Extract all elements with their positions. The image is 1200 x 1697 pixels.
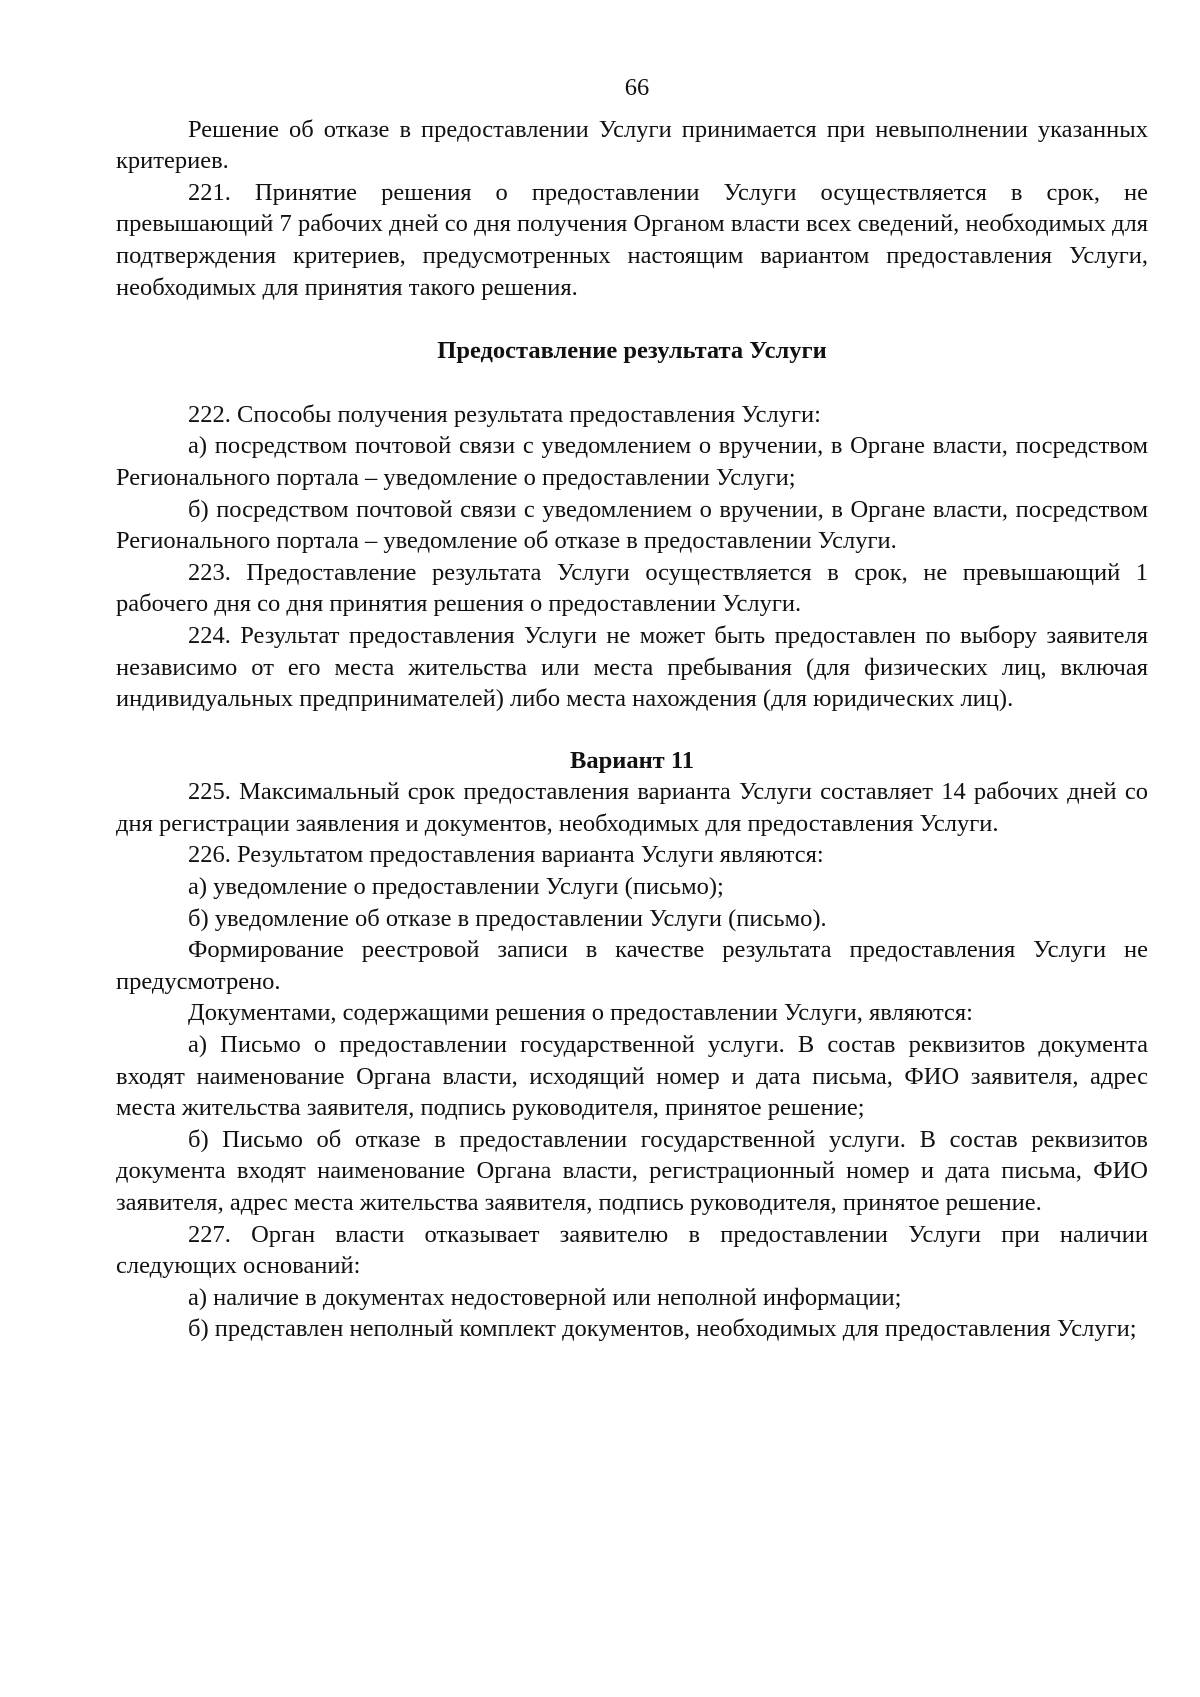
paragraph-225: 225. Максимальный срок предоставления варианта Услуги составляет 14 рабочих дней со дня регистрации заявления и документов, необходимых для предоставления Услуги. — [116, 778, 1148, 837]
paragraph-refusal-decision: Решение об отказе в предоставлении Услуги принимается при невыполнении указанных критериев. — [116, 115, 1148, 175]
paragraph-222: 222. Способы получения результата предоставления Услуги: — [188, 400, 821, 428]
paragraph-221: 221. Принятие решения о предоставлении Услуги осуществляется в срок, не превышающий 7 рабочих дней со дня получения Органом власти всех сведений, необходимых для подтверждения критериев, предусмотренных настоящим вариантом предоставления Услуги, необходимых для принятия такого решения. — [116, 178, 1148, 301]
paragraph-documents-a: а) Письмо о предоставлении государственной услуги. В состав реквизитов документа входят наименование Органа власти, исходящий номер и дата письма, ФИО заявителя, адрес места жительства заявителя, подпись руководителя, принятое решение; — [116, 1031, 1148, 1122]
paragraph-222-b: б) посредством почтовой связи с уведомлением о вручении, в Органе власти, посредством Регионального портала – уведомление об отказе в предоставлении Услуги. — [116, 495, 1148, 555]
page-number: 66 — [624, 74, 650, 101]
paragraph-226-b: б) уведомление об отказе в предоставлении Услуги (письмо). — [188, 904, 827, 932]
paragraph-decision-documents: Документами, содержащими решения о предоставлении Услуги, являются: — [188, 999, 973, 1027]
paragraph-registry-record: Формирование реестровой записи в качестве результата предоставления Услуги не предусмотрено. — [116, 936, 1148, 995]
heading-variant-11: Вариант 11 — [569, 746, 694, 774]
paragraph-223: 223. Предоставление результата Услуги осуществляется в срок, не превышающий 1 рабочего дня со дня принятия решения о предоставлении Услуги. — [116, 558, 1148, 618]
paragraph-224: 224. Результат предоставления Услуги не может быть предоставлен по выбору заявителя независимо от его места жительства или места пребывания (для физических лиц, включая индивидуальных предпринимателей) либо места нахождения (для юридических лиц). — [116, 621, 1148, 713]
paragraph-226: 226. Результатом предоставления варианта Услуги являются: — [188, 841, 824, 869]
paragraph-227-b: б) представлен неполный комплект документов, необходимых для предоставления Услуги; — [188, 1315, 1137, 1343]
paragraph-222-a: а) посредством почтовой связи с уведомлением о вручении, в Органе власти, посредством Регионального портала – уведомление о предоставлении Услуги; — [116, 432, 1148, 491]
paragraph-227-a: а) наличие в документах недостоверной или неполной информации; — [188, 1283, 902, 1311]
heading-result-provision: Предоставление результата Услуги — [437, 337, 827, 365]
paragraph-documents-b: б) Письмо об отказе в предоставлении государственной услуги. В состав реквизитов документа входят наименование Органа власти, регистрационный номер и дата письма, ФИО заявителя, адрес места жительства заявителя, подпись руководителя, принятое решение. — [116, 1125, 1148, 1216]
paragraph-226-a: а) уведомление о предоставлении Услуги (письмо); — [188, 873, 724, 901]
paragraph-227: 227. Орган власти отказывает заявителю в предоставлении Услуги при наличии следующих оснований: — [116, 1220, 1148, 1280]
